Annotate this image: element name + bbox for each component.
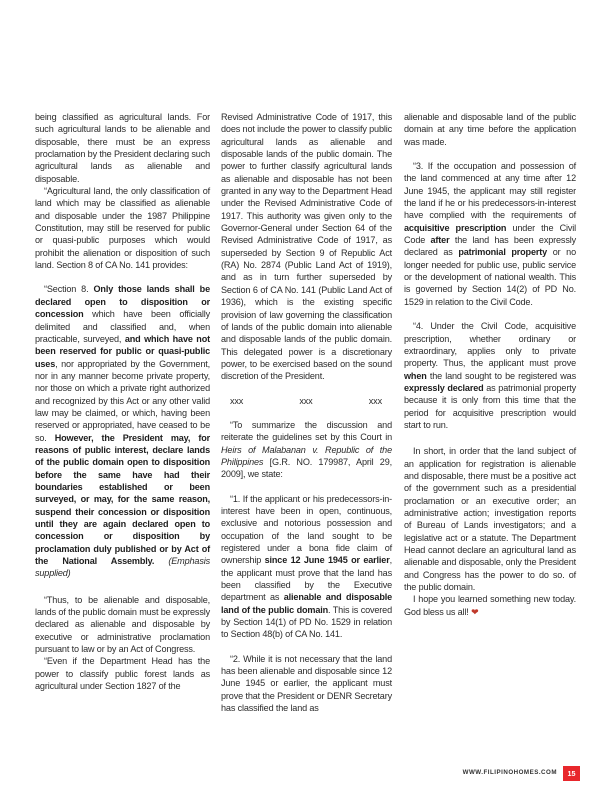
omission-mark: xxx	[368, 395, 382, 406]
text-run: “Section 8.	[44, 284, 94, 295]
paragraph: “Even if the Department Head has the power to classify public forest lands as agricultural under Section 1827 of the	[35, 656, 210, 692]
omission-mark: xxx	[230, 395, 244, 406]
text-run	[154, 556, 168, 566]
text-run: under the Civil Code	[404, 222, 576, 246]
text-run: , nor appropriated by the Government, nor in any manner become private property, nor those on which a private right authorized and recognized by this Act or any other valid law may be claimed, or which, having been reserved or appropriated, have ceased to be so.	[35, 358, 210, 443]
text-run: “3. If the occupation and possession of the land commenced at any time after 12 June 1945, the applicant may still register the land if he or his predecessors-in-interest have complied with the requirements of	[404, 161, 576, 221]
conclusion-paragraph: In short, in order that the land subject of an application for registration is alienable and disposable, there must be a positive act of the government such as a presidential proclamation or an executive order; an administrative action; investigation reports of Bureau of Lands investigators; and a legislative act or a statute. The Department Head cannot declare an agricultural land as alienable and disposable, only the President and Congress has the power to do so. of the public domain.	[404, 446, 576, 593]
bold-run: Only those lands shall be declared open to disposition or concession	[35, 284, 210, 320]
text-run: “To summarize the discussion and reiterate the guidelines set by this Court in	[221, 419, 392, 443]
omission-mark: xxx	[299, 395, 313, 406]
bold-run: However, the President may, for reasons of public interest, declare lands of the public domain open to disposition before the same have had their boundaries established or been surveyed, or may, for the same reason, suspend their concession or disposition until they are again declared open to concession or disposition by proclamation duly published or by Act of the National Assembly.	[35, 432, 210, 567]
text-column-1	[35, 111, 210, 692]
text-run: the land sought to be registered was	[426, 370, 576, 381]
text-run: [G.R. NO. 179987, April 29, 2009], we state:	[221, 456, 392, 480]
paragraph: “Agricultural land, the only classification of land which may be classified as alienable and disposable under the 1987 Philippine Constitution, may still be reserved for public or quasi-public purposes which would prohibit the alienation or disposition of such land. Section 8 of CA No. 141 provides:	[35, 186, 210, 271]
emphasis-note: (Emphasis supplied)	[35, 556, 210, 579]
paragraph: Revised Administrative Code of 1917, this does not include the power to classify public agricultural lands as alienable and disposable lands of the public domain. The power to further classify agricultural lands as alienable and disposable has not been granted in any way to the Department Head under the Revised Administrative Code of 1917. This authority was given only to the Governor-General under Section 64 of the Revised Administrative Code of 1917, as superseded by Section 9 of Republic Act (RA) No. 2874 (Public Land Act of 1919), and as in turn further superseded by Section 6 of CA No. 141 (Public Land Act of 1936), which is the existing specific provision of law governing the classification of lands of the public domain into alienable and disposable lands of the public domain. This delegated power is a discretionary power, to be exercised based on the sound discretion of the President.	[221, 112, 392, 382]
page-number-badge: 15	[563, 766, 580, 781]
bold-run: and which have not been reserved for public or quasi-public uses	[35, 333, 210, 369]
bold-run: expressly declared	[404, 382, 484, 393]
paragraph: being classified as agricultural lands. For such agricultural lands to be alienable and disposable, there must be an express proclamation by the President declaring such agricultural lands as alienable and disposable.	[35, 112, 210, 184]
guideline-2: “2. While it is not necessary that the land has been alienable and disposable since 12 June 1945 or earlier, the applicant must prove that the President or DENR Secretary has classified the land as	[221, 653, 392, 714]
paragraph: alienable and disposable land of the public domain at any time before the application was made.	[404, 112, 576, 147]
closing-line	[404, 593, 576, 618]
text-run: , the applicant must prove that the land has been classified by the Executive department as	[221, 555, 392, 603]
text-run: “4. Under the Civil Code, acquisitive prescription, whether ordinary or extraordinary, applies only to private property. Thus, the applicant must prove	[404, 321, 576, 369]
text-run: “1. If the applicant or his predecessors-in-interest have been in open, continuous, exclusive and notorious possession and occupation of the land sought to be registered under a bona fide claim of ownership	[221, 493, 392, 566]
text-column-2	[221, 111, 392, 714]
guideline-3	[404, 160, 576, 308]
closing-text: I hope you learned something new today. God bless us all!	[404, 594, 576, 617]
bold-run: since 12 June 1945 or earlier	[264, 555, 390, 566]
page-footer	[0, 764, 612, 784]
omission-marker	[221, 395, 392, 407]
text-run: the land has been expressly declared as	[404, 235, 576, 258]
text-run: which have been officially delimited and classified and, when practicable, surveyed,	[35, 309, 210, 344]
bold-run: alienable and disposable land of the public domain	[221, 592, 393, 615]
bold-run: when	[404, 370, 427, 381]
bold-run: patrimonial property	[458, 247, 548, 258]
text-run: . This is covered by Section 14(1) of PD No. 1529 in relation to Section 48(b) of CA No. 141.	[221, 604, 392, 640]
bold-run: after	[430, 235, 450, 246]
heart-icon: ❤	[471, 606, 479, 617]
quoted-section-8	[35, 283, 210, 579]
paragraph	[221, 419, 392, 481]
footer-website: WWW.FILIPINOHOMES.COM	[462, 769, 557, 776]
text-column-3	[404, 111, 576, 618]
case-citation: Heirs of Malabanan v. Republic of the Philippines	[221, 444, 392, 467]
guideline-1	[221, 493, 392, 641]
text-run: or no longer needed for public use, public service or the development of national wealth. This is governed by Section 14(2) of PD No. 1529 in relation to the Civil Code.	[404, 247, 576, 307]
bold-run: acquisitive prescription	[404, 222, 507, 233]
text-run: as patrimonial property because it is only from this time that the period for acquisitive prescription would start to run.	[404, 382, 576, 430]
guideline-4	[404, 320, 576, 431]
paragraph: “Thus, to be alienable and disposable, lands of the public domain must be expressly declared as alienable and disposable by executive or administrative proclamation pursuant to law or by an Act of Congress.	[35, 594, 210, 655]
